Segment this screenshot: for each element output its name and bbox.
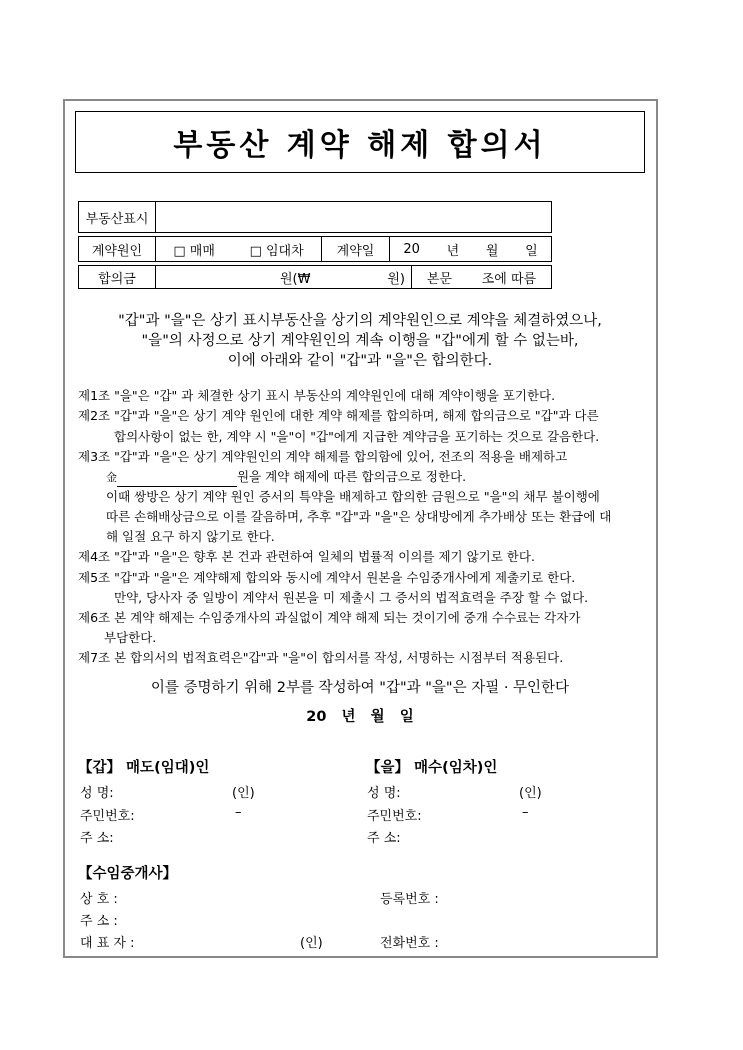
main-text-ref [411,266,551,288]
settlement-label: 합의금 [98,271,136,287]
settlement-row [78,265,552,289]
won-close: 원) [387,271,405,287]
contract-date-label: 계약일 [321,237,389,261]
clause-3e: 해 일절 요구 하지 않기로 한다. [106,529,275,544]
won-open: 원(₩ [280,271,311,287]
party-b-id-label: 주민번호: [367,809,422,824]
clause-6b: 부담한다. [104,630,157,645]
party-a-address-label: 주 소: [80,831,114,846]
clause-5b: 만약, 당사자 중 일방이 계약서 원본을 미 제출시 그 증서의 법적효력을 주장 할 수 없다. [114,590,589,605]
broker-seal[interactable]: (인) [300,936,323,951]
intro-line-3: 이에 아래와 같이 "갑"과 "을"은 합의한다. [227,353,493,369]
party-b-id-dash: – [522,805,529,820]
clause-4: 제4조 "갑"과 "을"은 향후 본 건과 관련하여 일체의 법률적 이의를 제기 않기로 한다. [78,549,535,564]
broker-address-label: 주 소 : [80,914,118,929]
party-a-seal[interactable]: (인) [232,786,255,801]
clause-3-amount [106,468,466,487]
broker-registration-label: 등록번호 : [380,892,439,907]
contract-row [78,236,552,262]
party-a-header: 【갑】 매도(임대)인 [78,760,210,776]
clause-1: 제1조 "을"은 "갑" 과 체결한 상기 표시 부동산의 계약원인에 대해 계약이행을 포기한다. [78,388,556,403]
closing-day-label: 일 [399,709,414,725]
property-row [78,201,552,233]
date-year: 20 [403,241,420,257]
clause-3c: 이때 쌍방은 상기 계약 원인 증서의 특약을 배제하고 합의한 금원으로 "을"의 채무 불이행에 [106,489,600,504]
clause-3d: 따른 손해배상금으로 이를 갈음하며, 추후 "갑"과 "을"은 상대방에게 추가배상 또는 환급에 대 [106,509,612,524]
closing-statement: 이를 증명하기 위해 2부를 작성하여 "갑"과 "을"은 자필 · 무인한다 [150,680,570,696]
option-sale[interactable]: □ 매매 [173,243,215,259]
party-b-seal[interactable]: (인) [519,786,542,801]
broker-phone-label: 전화번호 : [380,936,439,951]
closing-year-label: 년 [341,709,356,725]
property-label: 부동산표시 [85,211,149,227]
contract-cause-label: 계약원인 [91,243,143,259]
option-lease[interactable]: □ 임대차 [249,243,304,259]
party-a-id-dash: – [235,805,242,820]
party-a-id-label: 주민번호: [80,809,135,824]
date-year-label: 년 [446,243,460,259]
party-b-name-label: 성 명: [367,786,401,801]
gold-symbol: 金 [106,471,117,484]
closing-date [75,705,645,726]
clause-ref-label: 조에 따름 [481,271,537,287]
intro-line-2: "을"의 사정으로 상기 계약원인의 계속 이행을 "갑"에게 할 수 없는바, [141,333,579,349]
clause-3b: 원을 계약 해제에 따른 합의금으로 정한다. [237,469,467,484]
date-day-label: 일 [525,243,538,259]
broker-representative-label: 대 표 자 : [80,936,135,951]
party-b-address-label: 주 소: [367,831,401,846]
amount-blank[interactable] [117,474,237,487]
clause-3a: 제3조 "갑"과 "을"은 상기 계약원인의 계약 해제를 합의함에 있어, 전조의 적용을 배제하고 [78,449,568,464]
broker-firm-label: 상 호 : [80,892,118,907]
contract-date-field[interactable] [389,237,551,261]
clause-7: 제7조 본 합의서의 법적효력은"갑"과 "을"이 합의서를 작성, 서명하는 시점부터 적용된다. [78,650,564,665]
main-text-label: 본문 [426,271,452,287]
property-field[interactable] [155,202,551,232]
closing-month-label: 월 [370,709,385,725]
intro-line-1: "갑"과 "을"은 상기 표시부동산을 상기의 계약원인으로 계약을 체결하였으나, [118,313,602,329]
closing-year: 20 [306,709,327,725]
settlement-amount-field[interactable] [155,266,411,288]
date-month-label: 월 [485,243,499,259]
party-b-header: 【을】 매수(임차)인 [366,760,498,776]
document-title: 부동산 계약 해제 합의서 [75,111,645,173]
clause-6a: 제6조 본 계약 해제는 수임중개사의 과실없이 계약 해제 되는 것이기에 중개 수수료는 각자가 [78,610,581,625]
clause-5a: 제5조 "갑"과 "을"은 계약해제 합의와 동시에 계약서 원본을 수임중개사에게 제출키로 한다. [78,570,576,585]
contract-cause-options [155,237,321,261]
party-a-name-label: 성 명: [80,786,114,801]
broker-header: 【수임중개사】 [78,866,178,882]
clause-2b: 합의사항이 없는 한, 계약 시 "을"이 "갑"에게 지급한 계약금을 포기하는 것으로 갈음한다. [114,429,600,444]
clause-2a: 제2조 "갑"과 "을"은 상기 계약 원인에 대한 계약 해제를 합의하며, 해제 합의금으로 "갑"과 다른 [78,408,599,423]
